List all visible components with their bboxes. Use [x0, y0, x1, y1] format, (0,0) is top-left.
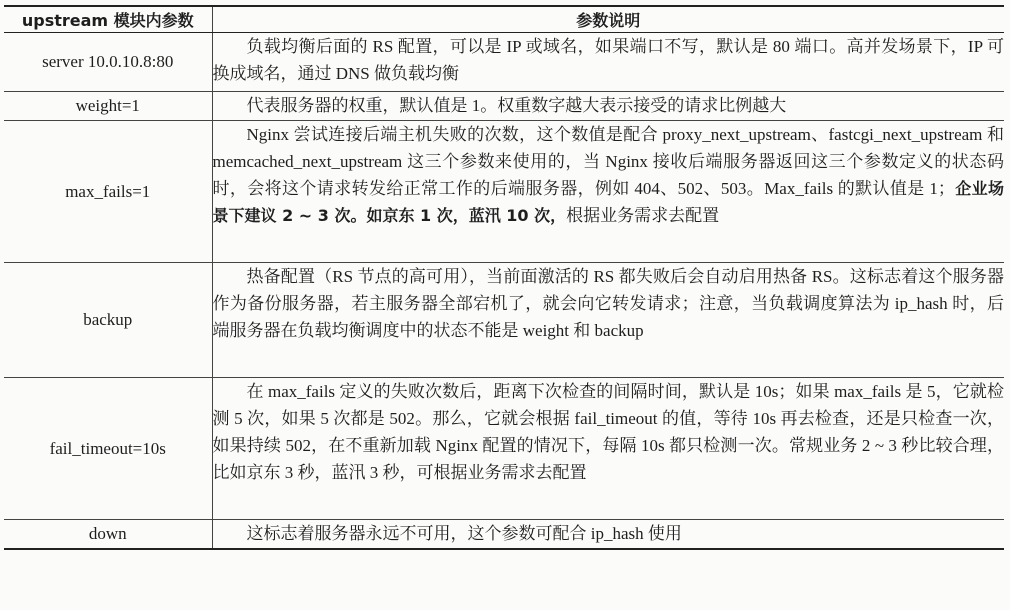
description-text: 在 max_fails 定义的失败次数后，距离下次检查的间隔时间，默认是 10s；如果 max_fails 是 5，它就检测 5 次，如果 5 次都是 502。那么，它就会根据 fail_timeout 的值，等待 10s 再去检查，还是只检查一次，如果持续 502，在不重新加载 Nginx 配置的情况下，每隔 10s 都只检测一次。常规业务 2 ~ 3 秒比较合理，比如京东 3 秒，蓝汛 3 秒，可根据业务需求去配置	[212, 382, 1004, 482]
table-row	[4, 92, 1004, 121]
description-cell	[212, 121, 1004, 263]
description-cell	[212, 520, 1004, 550]
upstream-params-table	[4, 5, 1004, 550]
param-cell: backup	[4, 263, 212, 378]
param-cell: down	[4, 520, 212, 550]
description-text: 这标志着服务器永远不可用，这个参数可配合 ip_hash 使用	[246, 524, 682, 543]
param-cell: max_fails=1	[4, 121, 212, 263]
header-param: upstream 模块内参数	[4, 6, 212, 33]
param-cell: fail_timeout=10s	[4, 378, 212, 520]
table-row	[4, 121, 1004, 263]
table-row	[4, 520, 1004, 550]
description-cell	[212, 92, 1004, 121]
description-text: 热备配置（RS 节点的高可用），当前面激活的 RS 都失败后会自动启用热备 RS。这标志着这个服务器作为备份服务器，若主服务器全部宕机了，就会向它转发请求；注意，当负载调度算法为 ip_hash 时，后端服务器在负载均衡调度中的状态不能是 weight 和 backup	[212, 267, 1004, 340]
param-cell: server 10.0.10.8:80	[4, 33, 212, 92]
description-tail: 根据业务需求去配置	[566, 206, 720, 225]
table-row	[4, 263, 1004, 378]
table-header-row	[4, 6, 1004, 33]
description-cell	[212, 378, 1004, 520]
param-cell: weight=1	[4, 92, 212, 121]
description-cell	[212, 33, 1004, 92]
header-description: 参数说明	[212, 6, 1004, 33]
description-cell	[212, 263, 1004, 378]
description-text	[213, 121, 1005, 229]
table-row	[4, 33, 1004, 92]
description-text: 代表服务器的权重，默认值是 1。权重数字越大表示接受的请求比例越大	[246, 96, 787, 115]
description-emphasis: 企业场景下建议 2 ~ 3 次。如京东 1 次，蓝汛 10 次，	[212, 179, 1004, 225]
description-text: 负载均衡后面的 RS 配置，可以是 IP 或域名，如果端口不写，默认是 80 端口。高并发场景下，IP 可换成域名，通过 DNS 做负载均衡	[212, 37, 1004, 83]
table-row	[4, 378, 1004, 520]
description-main: Nginx 尝试连接后端主机失败的次数，这个数值是配合 proxy_next_upstream、fastcgi_next_upstream 和 memcached_next_upstream 这三个参数来使用的，当 Nginx 接收后端服务器返回这三个参数定义的状态码时，会将这个请求转发给正常工作的后端服务器，例如 404、502、503。Max_fails 的默认值是 1；	[212, 125, 1004, 198]
